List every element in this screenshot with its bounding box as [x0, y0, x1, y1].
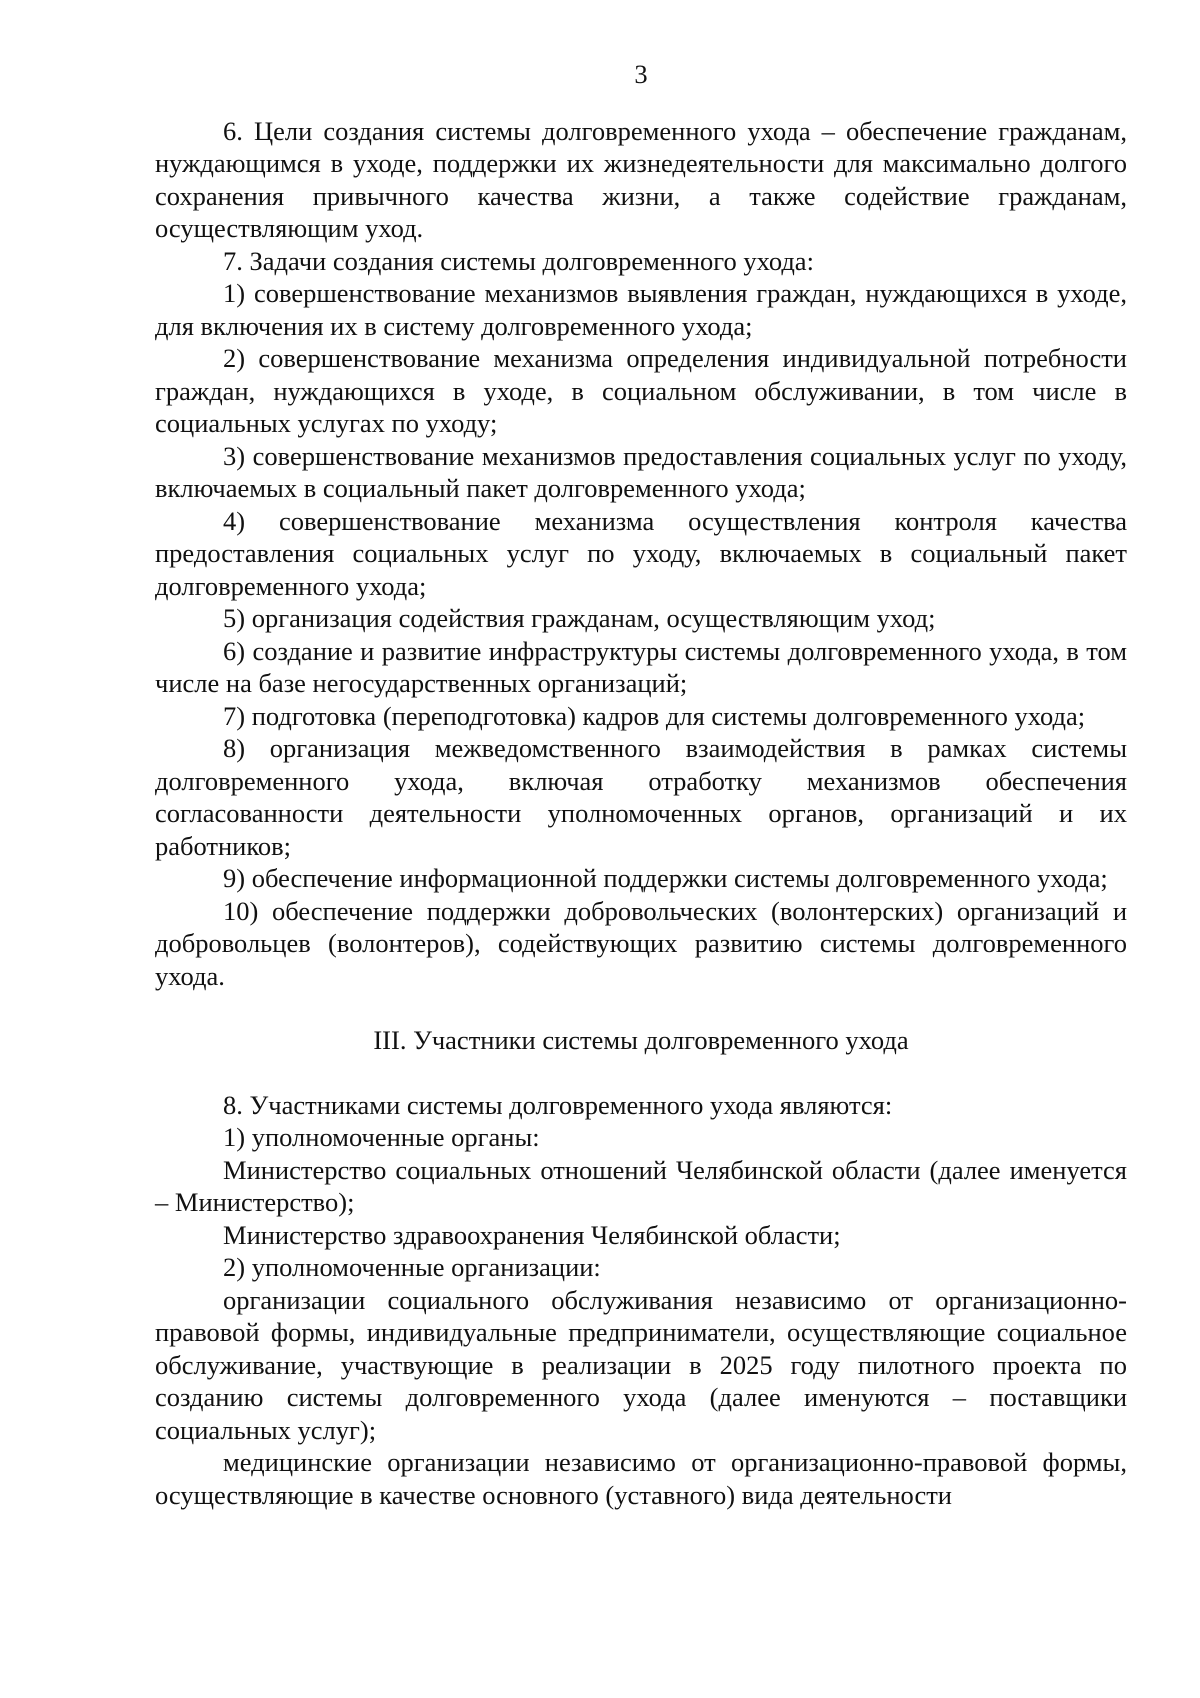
task-item-1: 1) совершенствование механизмов выявления граждан, нуждающихся в уходе, для включения их в систему долговременного ухода; — [155, 278, 1127, 341]
tasks-section — [155, 115, 1127, 993]
section-heading: III. Участники системы долговременного ухода — [373, 1025, 909, 1055]
paragraph-tasks-intro: 7. Задачи создания системы долговременного ухода: — [223, 245, 814, 276]
participant-social-service-organizations: организации социального обслуживания независимо от организационно-правовой формы, индивидуальные предприниматели, осуществляющие социальное обслуживание, участвующие в реализации в 2025 году пилотного проекта по созданию системы долговременного ухода (далее именуются – поставщики социальных услуг); — [155, 1284, 1127, 1445]
participants-section — [155, 1089, 1127, 1512]
task-item-2: 2) совершенствование механизма определения индивидуальной потребности граждан, нуждающихся в уходе, в социальном обслуживании, в том числе в социальных услугах по уходу; — [155, 343, 1127, 438]
task-item-3: 3) совершенствование механизмов предоставления социальных услуг по уходу, включаемых в социальный пакет долговременного ухода; — [155, 440, 1127, 503]
participant-ministry-social: Министерство социальных отношений Челябинской области (далее именуется – Министерство); — [155, 1154, 1127, 1217]
task-item-4: 4) совершенствование механизма осуществления контроля качества предоставления социальных услуг по уходу, включаемых в социальный пакет долговременного ухода; — [155, 505, 1127, 601]
task-item-7: 7) подготовка (переподготовка) кадров для системы долговременного ухода; — [223, 700, 1086, 731]
page-number: 3 — [634, 59, 648, 89]
task-item-6: 6) создание и развитие инфраструктуры системы долговременного ухода, в том числе на базе негосударственных организаций; — [155, 635, 1127, 698]
participant-ministry-health: Министерство здравоохранения Челябинской области; — [223, 1219, 841, 1250]
participants-item-authorized-organizations: 2) уполномоченные организации: — [223, 1252, 601, 1282]
task-item-5: 5) организация содействия гражданам, осуществляющим уход; — [223, 603, 936, 633]
paragraph-goals: 6. Цели создания системы долговременного ухода – обеспечение гражданам, нуждающимся в уходе, поддержки их жизнедеятельности для максимально долгого сохранения привычного качества жизни, а также содействие гражданам, осуществляющим уход. — [155, 115, 1127, 243]
task-item-10: 10) обеспечение поддержки добровольческих (волонтерских) организаций и добровольцев (волонтеров), содействующих развитию системы долговременного ухода. — [155, 895, 1127, 991]
participants-item-authorized-bodies: 1) уполномоченные органы: — [223, 1122, 540, 1152]
document-page — [155, 58, 1127, 1511]
task-item-9: 9) обеспечение информационной поддержки системы долговременного ухода; — [223, 863, 1108, 893]
participant-medical-organizations: медицинские организации независимо от организационно-правовой формы, осуществляющие в качестве основного (уставного) вида деятельности — [155, 1447, 1127, 1510]
task-item-8: 8) организация межведомственного взаимодействия в рамках системы долговременного ухода, включая отработку механизмов обеспечения согласованности деятельности уполномоченных органов, организаций и их работников; — [155, 733, 1127, 861]
paragraph-participants-intro: 8. Участниками системы долговременного ухода являются: — [223, 1089, 893, 1120]
